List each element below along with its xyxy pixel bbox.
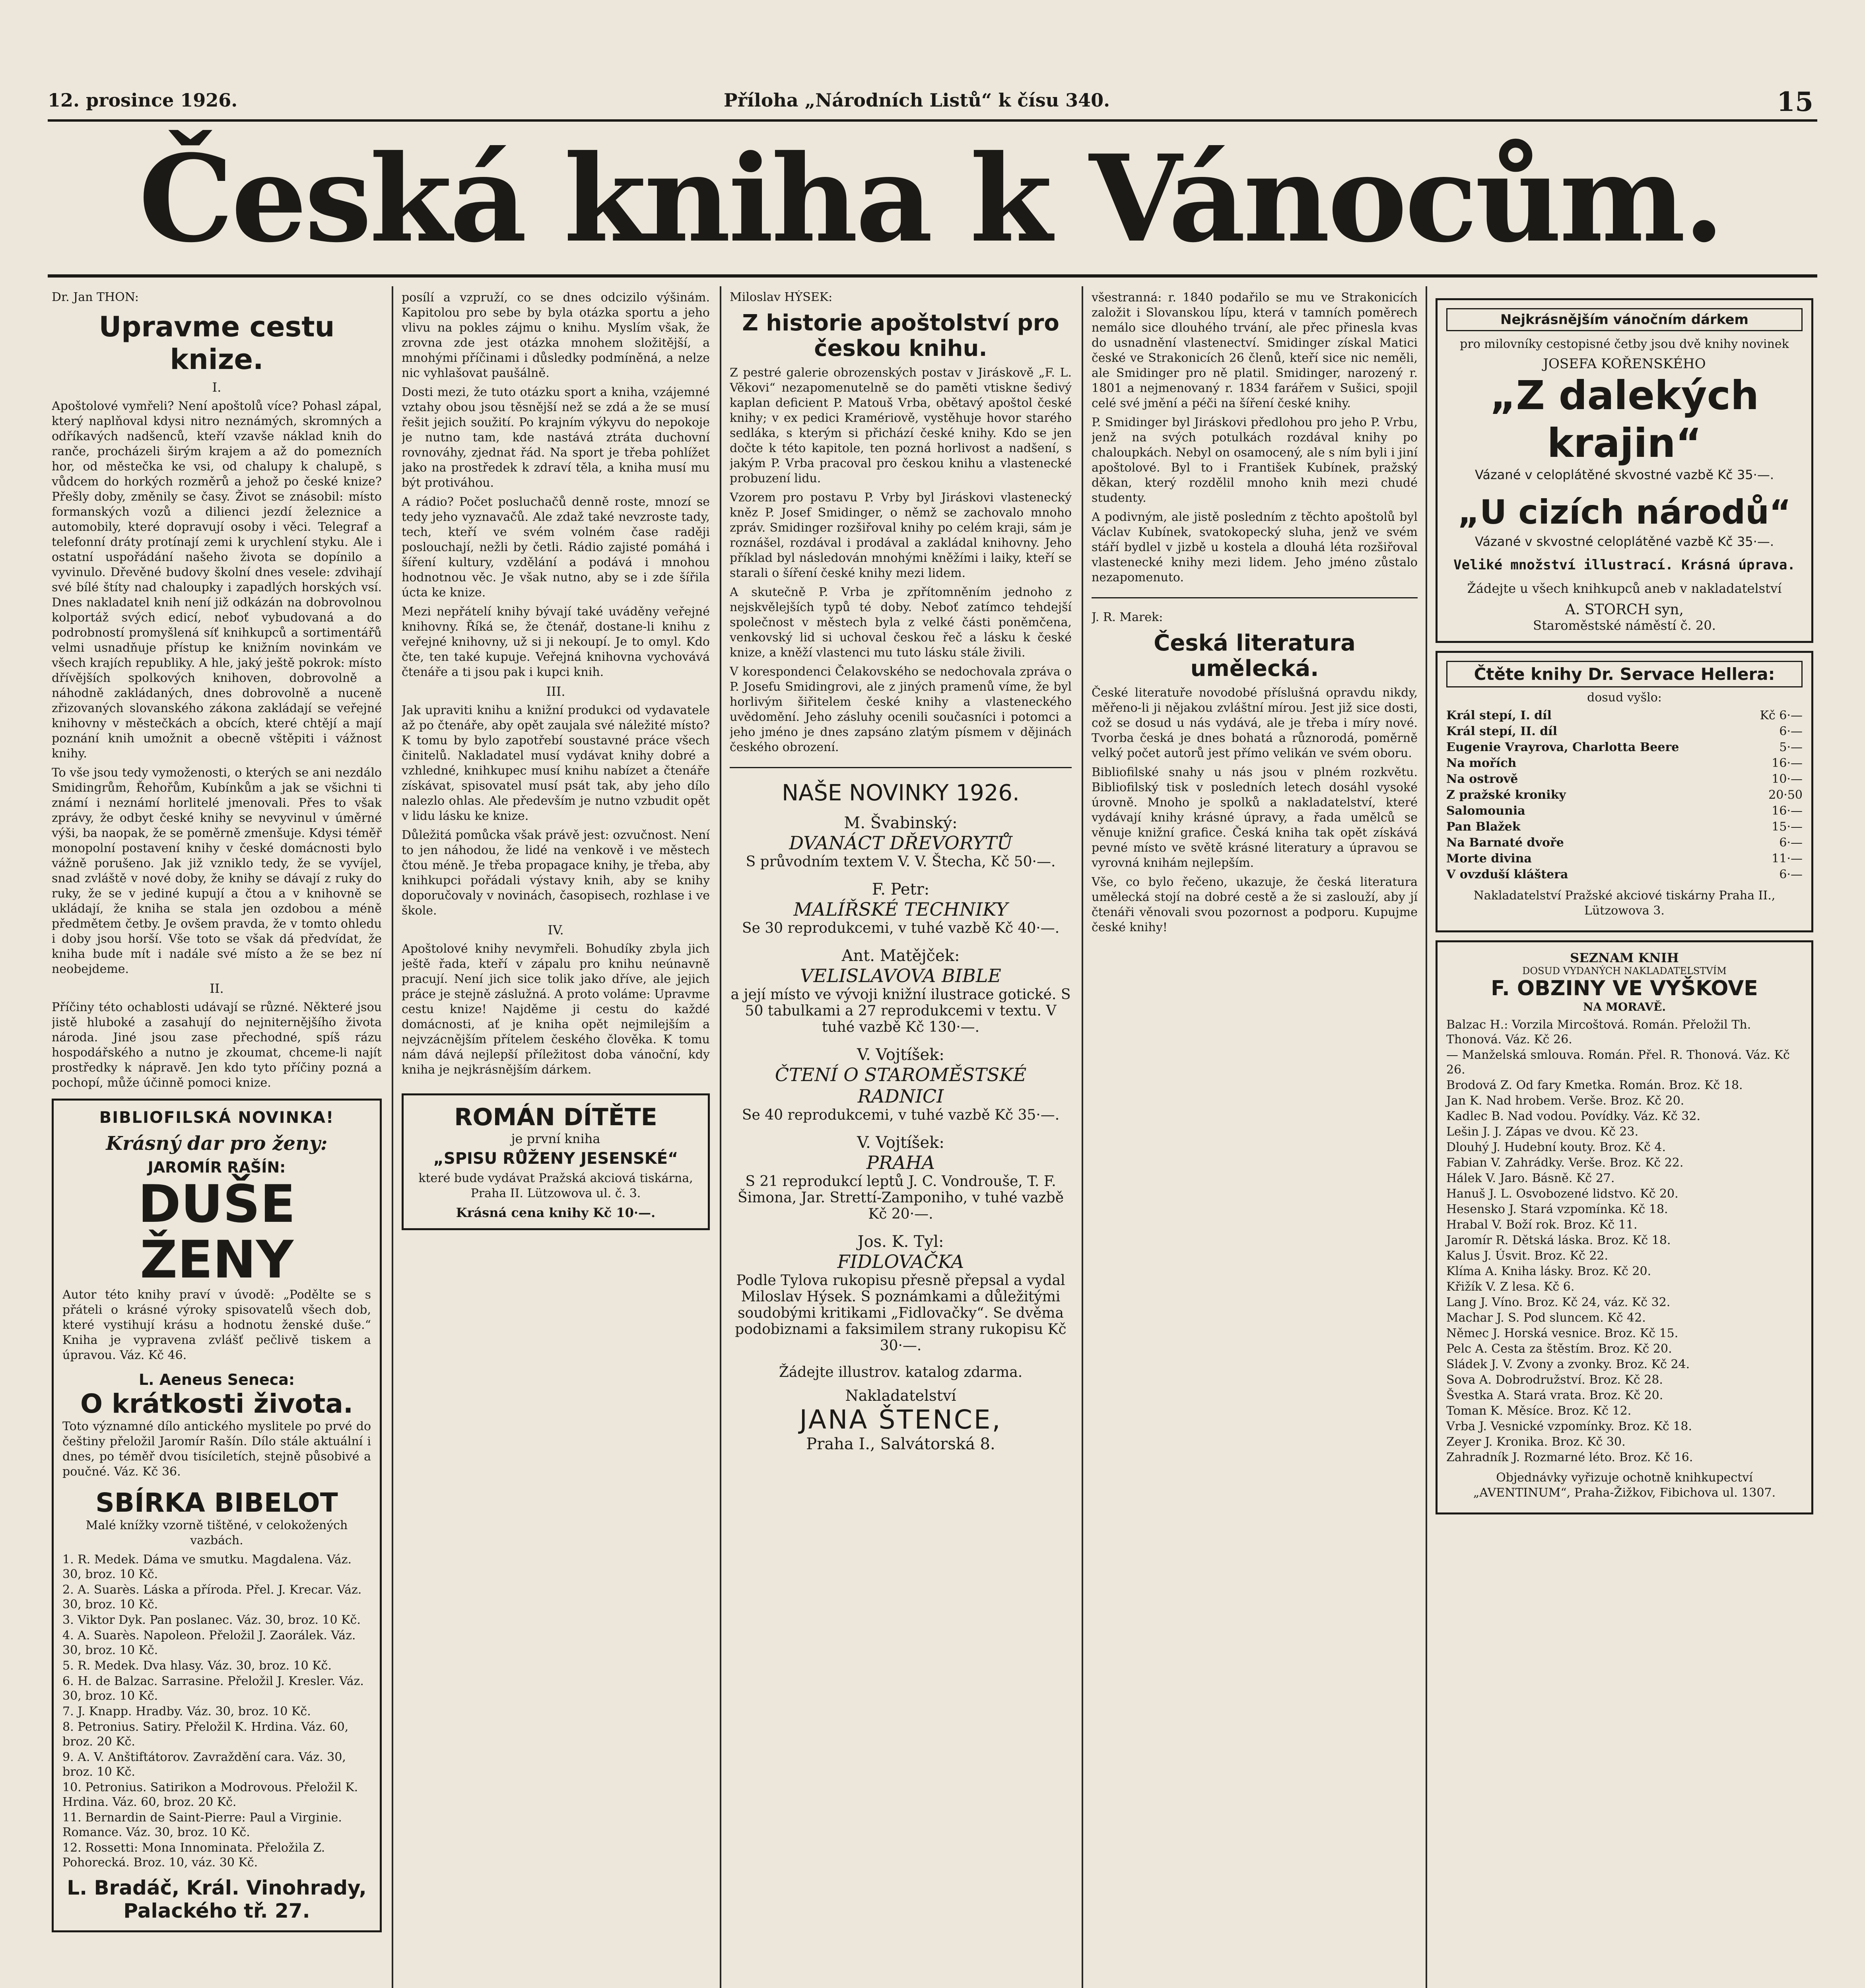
column-5: [1436, 290, 1813, 1988]
book-name: Morte divina: [1446, 852, 1532, 866]
column-divider: [1082, 286, 1083, 1988]
list-item: Jaromír R. Dětská láska. Broz. Kč 18.: [1446, 1233, 1671, 1247]
article-paragraph: Důležitá pomůcka však právě jest: ozvučnost. Není to jen náhodou, že lidé na venkově i ve městech čtou méně. Je třeba propagace knihy, je třeba, aby knihkupci pořádali výstavy knih, aby se knihy doporučovaly v novinách, časopisech, rozhlase i ve škole.: [402, 828, 710, 918]
book-name: Na mořích: [1446, 756, 1517, 770]
ad-book-title: ROMÁN DÍTĚTE: [454, 1103, 657, 1131]
price-row: [1446, 819, 1803, 835]
list-item: 7. J. Knapp. Hradby. Váz. 30, broz. 10 Kč.: [62, 1705, 311, 1718]
article-paragraph: P. Smidinger byl Jiráskovi předlohou pro jeho P. Vrbu, jenž na svých potulkách rozdával knihy po chaloupkách. Nebyl on osamocený, ale s ním byli i jiní apoštolové. Byl to i František Kubínek, pražský děkan, který rozdělil mnoho knih mezi chudé studenty.: [1092, 415, 1418, 505]
list-item: 12. Rossetti: Mona Innominata. Přeložila Z. Pohorecká. Broz. 10, váz. 30 Kč.: [62, 1841, 325, 1870]
article-title: Z historie apoštolství pro českou knihu.: [742, 310, 1059, 361]
publisher-address: Praha I., Salvátorská 8.: [806, 1435, 995, 1453]
column-1: [52, 290, 382, 1988]
book-entry: [730, 947, 1072, 1035]
price-row: [1446, 724, 1803, 740]
masthead-rule: [48, 274, 1817, 278]
article-byline: Dr. Jan THON:: [52, 290, 139, 304]
book-name: V ovzduší kláštera: [1446, 868, 1568, 881]
ad-book-title: DUŠE ŽENY: [138, 1174, 295, 1290]
book-description: Podle Tylova rukopisu přesně přepsal a vydal Miloslav Hýsek. S poznámkami a důležitými soudobými kritikami „Fidlovačky“. Se dvěma podobiznami a faksimilem strany rukopisu Kč 30·—.: [735, 1272, 1067, 1354]
ad-heading: NAŠE NOVINKY 1926.: [782, 780, 1020, 806]
list-item: Lang J. Víno. Broz. Kč 24, váz. Kč 32.: [1446, 1295, 1671, 1309]
list-item: Zeyer J. Kronika. Broz. Kč 30.: [1446, 1435, 1626, 1449]
ad-price: Vázané v skvostné celoplátěné vazbě Kč 35·—.: [1475, 534, 1774, 549]
price-row: [1446, 771, 1803, 787]
article-paragraph: Apoštolové knihy nevymřeli. Bohudíky zbyla jich ještě řada, kteří v zápalu pro knihu neúnavně pracují. Není jich sice tolik jako dříve, ale jejich práce je stejně záslužná. A proto voláme: Upravme cestu knize! Najděme ji cestu do každé domácnosti, ať je kniha opět nejmilejším a nejvzácnějším přítelem českého člověka. K tomu nám dává nejlepší příležitost doba vánoční, kdy kniha je nejkrásnějším dárkem.: [402, 942, 710, 1077]
publisher-label: Nakladatelství: [845, 1387, 956, 1404]
list-item: Křižík V. Z lesa. Kč 6.: [1446, 1280, 1575, 1294]
list-item: Fabian V. Zahrádky. Verše. Broz. Kč 22.: [1446, 1156, 1684, 1170]
section-divider: [1092, 597, 1418, 598]
ad-heading: SEZNAM KNIH: [1570, 950, 1679, 965]
list-item: Němec J. Horská vesnice. Broz. Kč 15.: [1446, 1326, 1678, 1340]
list-item: Vrba J. Vesnické vzpomínky. Broz. Kč 18.: [1446, 1419, 1692, 1433]
column-divider: [392, 286, 393, 1988]
column-divider: [720, 286, 721, 1988]
book-price: 15·—: [1772, 820, 1803, 834]
book-price: 5·—: [1779, 740, 1803, 754]
list-item: Pelc A. Cesta za štěstím. Broz. Kč 20.: [1446, 1342, 1672, 1356]
list-item: Hanuš J. L. Osvobozené lidstvo. Kč 20.: [1446, 1187, 1678, 1201]
book-description: S průvodním textem V. V. Štecha, Kč 50·—.: [746, 854, 1056, 870]
heller-ad: [1436, 651, 1813, 932]
article-paragraph: Příčiny této ochablosti udávají se různé. Některé jsou jistě hluboké a zasahují do nejniternějšího života národa. Jiné jsou zase přechodné, spíš rázu hospodářského a nutno je zkoumat, chceme-li najít prostředky k nápravě. Jen kdo tyto příčiny pozná a pochopí, může účinně pomoci knize.: [52, 1000, 382, 1090]
ad-subtitle: je první kniha: [511, 1131, 600, 1146]
article-paragraph: všestranná: r. 1840 podařilo se mu ve Strakonicích založit i Slovanskou lípu, která v tamních poměrech nemálo sice dlouhého trvání, ale přec přinesla kvas do usnadnění vlastenectví. Smidinger získal Matici české ve Strakonicích 26 členů, kteří sice nic neměli, ale Smidinger pro ně platil. Smidinger, narozený r. 1801 a nejmenovaný r. 1834 farářem v Sušici, spojil celé své jmění a péči na šíření české knihy.: [1092, 291, 1418, 410]
publisher-name: F. OBZINY VE VYŠKOVE: [1491, 977, 1758, 1000]
book-price: 11·—: [1772, 852, 1803, 866]
article-paragraph: Z pestré galerie obrozenských postav v Jiráskově „F. L. Věkovi“ nezapomenutelně se do paměti vtiskne šedivý kaplan deficient P. Matouš Vrba, obětavý apoštol české knihy; v ex pedici Kramériově, vystěhuje hovor starého sedláka, s kterým si přichází české knihy. Kdo se jen dočte k této kapitole, ten pozná horlivost a nadšení, s jakým P. Vrba pracoval pro českou knihu a vlastenecké probuzení lidu.: [730, 366, 1072, 485]
ad-tagline: Krásný dar pro ženy:: [106, 1132, 328, 1155]
book-list: [1446, 1017, 1803, 1465]
supplement-label: Příloha „Národních Listů“ k čísu 340.: [724, 89, 1110, 111]
book-name: Z pražské kroniky: [1446, 788, 1566, 802]
book-description: S 21 reprodukcí leptů J. C. Vondrouše, T. F. Šimona, Jar. Strettí-Zamponiho, v tuhé vazbě Kč 20·—.: [737, 1173, 1064, 1222]
book-description: Se 30 reprodukcemi, v tuhé vazbě Kč 40·—.: [742, 920, 1060, 936]
list-item: Sládek J. V. Zvony a zvonky. Broz. Kč 24.: [1446, 1357, 1690, 1371]
ad-heading: Čtěte knihy Dr. Servace Hellera:: [1446, 661, 1803, 687]
article-title: Česká literatura umělecká.: [1154, 630, 1356, 681]
list-item: Brodová Z. Od fary Kmetka. Román. Broz. Kč 18.: [1446, 1078, 1743, 1092]
book-description: Se 40 reprodukcemi, v tuhé vazbě Kč 35·—.: [742, 1107, 1060, 1123]
article-paragraph: Mezi nepřátelí knihy bývají také uváděny veřejné knihovny. Říká se, že čtenář, dostane-li knihu z veřejné knihovny, už si ji nekoupí. Je to omyl. Kdo čte, ten také kupuje. Veřejná knihovna vychovává čtenáře a ti jsou pak i kupci knih.: [402, 605, 710, 679]
list-item: 8. Petronius. Satiry. Přeložil K. Hrdina. Váz. 60, broz. 20 Kč.: [62, 1720, 349, 1749]
book-author: F. Petr:: [872, 880, 930, 899]
roman-ditete-ad: [402, 1093, 710, 1230]
ad-subtitle: dosud vyšlo:: [1587, 691, 1662, 705]
article-byline: J. R. Marek:: [1092, 610, 1163, 624]
list-item: Hesensko J. Stará vzpomínka. Kč 18.: [1446, 1202, 1668, 1216]
book-title: MALÍŘSKÉ TECHNIKY: [793, 899, 1008, 920]
book-author: Jos. K. Tyl:: [857, 1233, 944, 1251]
list-item: Lešin J. J. Zápas ve dvou. Kč 23.: [1446, 1125, 1639, 1139]
book-name: Pan Blažek: [1446, 820, 1521, 834]
section-number: IV.: [548, 922, 564, 938]
ad-note: Veliké množství illustrací. Krásná úprava.: [1453, 557, 1795, 573]
header-rule: [48, 119, 1817, 122]
book-name: Eugenie Vrayrova, Charlotta Beere: [1446, 740, 1679, 754]
ad-subtitle: DOSUD VYDANÝCH NAKLADATELSTVÍM: [1522, 965, 1727, 977]
book-entry: [730, 1233, 1072, 1354]
ad-heading: Nejkrásnějším vánočním dárkem: [1446, 308, 1803, 331]
page-number: 15: [1777, 86, 1813, 117]
book-author: M. Švabinský:: [844, 814, 958, 832]
ad-book-title: „U cizích národů“: [1457, 493, 1791, 532]
ad-author: L. Aeneus Seneca:: [138, 1371, 295, 1388]
list-item: 6. H. de Balzac. Sarrasine. Přeložil J. Kresler. Váz. 30, broz. 10 Kč.: [62, 1674, 364, 1703]
ad-price: Vázané v celoplátěné skvostné vazbě Kč 35·—.: [1475, 467, 1774, 482]
bibliophile-ad: [52, 1099, 382, 1932]
book-name: Na Barnaté dvoře: [1446, 836, 1564, 850]
ad-series-title: SBÍRKA BIBELOT: [95, 1487, 338, 1518]
list-item: Hálek V. Jaro. Básně. Kč 27.: [1446, 1171, 1615, 1185]
price-row: [1446, 835, 1803, 851]
book-title: ČTENÍ O STAROMĚSTSKÉ RADNICI: [775, 1064, 1027, 1107]
list-item: 3. Viktor Dyk. Pan poslanec. Váz. 30, broz. 10 Kč.: [62, 1613, 361, 1627]
book-name: Salomounia: [1446, 804, 1525, 818]
list-item: Machar J. S. Pod sluncem. Kč 42.: [1446, 1311, 1646, 1325]
article-paragraph: Bibliofilské snahy u nás jsou v plném rozkvětu. Bibliofilský tisk v posledních letech dosáhl vysoké úrovně. Mnoho je spolků a nakladatelství, které vydávají knihy krásné úpravy, a řada umělců se věnuje knižní grafice. Česká kniha tak opět získává pevné místo ve světě krásné literatury a úpravou se vyrovná knihám nejlepším.: [1092, 765, 1418, 870]
page-header: [48, 86, 1813, 117]
list-item: 10. Petronius. Satirikon a Modrovous. Přeložil K. Hrdina. Váz. 60, broz. 20 Kč.: [62, 1780, 358, 1809]
ad-book-title: O krátkosti života.: [80, 1388, 354, 1419]
book-name: Král stepí, I. díl: [1446, 709, 1552, 722]
book-entry: [730, 1046, 1072, 1123]
price-row: [1446, 851, 1803, 867]
article-paragraph: A rádio? Počet posluchačů denně roste, mnozí se tedy jeho vyznavačů. Ale zdaž také nevzroste tady, tech, kteří ve svém volném čase raději poslouchají, nežli by četli. Rádio zajisté pomáhá i šíření kultury, vzdělání a podává i mnohou hodnotnou věc. Je však nutno, aby se i zde šířila úcta ke knize.: [402, 495, 710, 600]
list-item: 5. R. Medek. Dva hlasy. Váz. 30, broz. 10 Kč.: [62, 1659, 332, 1673]
list-item: 1. R. Medek. Dáma ve smutku. Magdalena. Váz. 30, broz. 10 Kč.: [62, 1553, 352, 1581]
article-paragraph: Jak upraviti knihu a knižní produkci od vydavatele až po čtenáře, aby opět zaujala své náležité místo? K tomu by bylo zapotřebí soustavné práce všech činitelů. Nakladatel musí vydávat knihy dobré a vzhledné, knihkupec musí knihu nabízet a čtenáře získávat, spisovatel musí psát tak, aby jeho dílo nalezlo ohlas. Ale především je nutno vzbudit opět v lidu lásku ke knize.: [402, 703, 710, 823]
ad-footer: Objednávky vyřizuje ochotně knihkupectví „AVENTINUM“, Praha-Žižkov, Fibichova ul. 1307.: [1473, 1471, 1776, 1500]
issue-date: 12. prosince 1926.: [48, 89, 238, 111]
ad-footer: Nakladatelství Pražské akciové tiskárny Praha II., Lützowova 3.: [1473, 889, 1776, 918]
price-row: [1446, 787, 1803, 803]
price-list: [1446, 708, 1803, 883]
publisher-novinky-ad: [730, 780, 1072, 1453]
price-row: [1446, 755, 1803, 771]
publisher-name: JANA ŠTENCE,: [799, 1404, 1002, 1435]
article-paragraph: V korespondenci Čelakovského se nedochovala zpráva o P. Josefu Smidingrovi, ale z jiných pramenů víme, že byl horlivým šiřitelem české knihy a vlasteneckého uvědomění. Jeho zásluhy ocenili současníci i potomci a jeho jméno je dnes zapsáno zlatým písmem v dějinách českého obrození.: [730, 665, 1072, 754]
article-paragraph: Dosti mezi, že tuto otázku sport a kniha, vzájemné vztahy obou jsou těsnější než se zdá a že se musí řešit jejich soužití. Po krajním výkyvu do nepokoje je nutno tam, kde nastává ztráta duchovní rovnováhy, zjednat řád. Na sport je třeba pohlížet jako na prostředek k zdraví těla, a kniha musí mu být protiváhou.: [402, 385, 710, 490]
price-row: [1446, 740, 1803, 755]
book-price: 6·—: [1779, 836, 1803, 850]
book-name: Král stepí, II. díl: [1446, 724, 1557, 738]
book-price: 10·—: [1772, 772, 1803, 786]
list-item: Hrabal V. Boží rok. Broz. Kč 11.: [1446, 1218, 1638, 1232]
list-item: Švestka A. Stará vrata. Broz. Kč 20.: [1446, 1388, 1663, 1402]
section-divider: [730, 767, 1072, 768]
article-paragraph: Apoštolové vymřeli? Není apoštolů více? Pohasl zápal, který naplňoval kdysi nitro neznámých, skromných a odříkavých nadšenců, kteří vzavše náklad knih do ranče, procházeli širým krajem a až do pomezních hor, od městečka ke vsi, od chalupy k chalupě, s vůdcem do horkých rozměrů a jehož po české knize? Přešly doby, změnily se časy. Život se znásobil: místo formanských vozů a dilienci jezdí železnice a automobily, které dopravují osoby i věci. Telegraf a telefonní dráty protínají zemi k urychlení styku. Ale i ostatní uspořádání našeho života se dopínilo a vyvinulo. Dřevěné budovy školní dnes vesele: zdvihají své bílé štíty nad chaloupky i zapadlých horských vsí. Dnes nakladatel knih není již odkázán na dobrovolnou kolportáž svých edicí, neboť vybudovaná a do podrobností promyšlená síť knihkupců a sortimentářů velmi usnadňuje přístup ke knižním novinkám ve všech krajích republiky. A hle, jaký ještě pokrok: místo dřívějších spolkových knihoven, dobrovolně a náhodně zakládaných, dnes dobrovolně a nuceně zřizovaných slovanského zákona zakládají se veřejné knihovny v městečkách a obcích, které chtějí a mají poznání knih umožnit a obecně vštěpiti i vážnost knihy.: [52, 399, 382, 761]
article-paragraph: Vzorem pro postavu P. Vrby byl Jiráskovi vlastenecký kněz P. Josef Smidinger, o němž se zachovalo mnoho zpráv. Smidinger rozšiřoval knihy po celém kraji, sám je roznášel, rozdával i prodával a zakládal knihovny. Jeho příklad byl následován mnohými kněžími i laiky, kteří se starali o šíření české knihy mezi lidem.: [730, 491, 1072, 580]
list-item: — Manželská smlouva. Román. Přel. R. Thonová. Váz. Kč 26.: [1446, 1048, 1790, 1077]
list-item: Dlouhý J. Hudební kouty. Broz. Kč 4.: [1446, 1140, 1666, 1154]
list-item: Toman K. Měsíce. Broz. Kč 12.: [1446, 1404, 1632, 1418]
masthead-title: Česká kniha k Vánocům.: [138, 128, 1723, 269]
ad-text: pro milovníky cestopisné četby jsou dvě knihy novinek: [1460, 337, 1789, 351]
list-item: Balzac H.: Vorzila Mircoštová. Román. Přeložil Th. Thonová. Váz. Kč 26.: [1446, 1018, 1751, 1046]
ad-book-title: „Z dalekých krajin“: [1490, 372, 1759, 466]
ad-footer: Žádejte illustrov. katalog zdarma.: [779, 1364, 1023, 1380]
book-price: 6·—: [1779, 868, 1803, 881]
book-title: DVANÁCT DŘEVORYTŮ: [789, 832, 1012, 854]
publisher-address: Staroměstské náměstí č. 20.: [1533, 618, 1716, 633]
ad-series-sub: Malé knížky vzorně tištěné, v celokožených vazbách.: [85, 1518, 348, 1547]
column-divider: [1426, 286, 1427, 1988]
book-title: PRAHA: [866, 1152, 935, 1173]
section-number: II.: [210, 981, 224, 996]
book-price: 6·—: [1779, 724, 1803, 738]
list-item: 4. A. Suarès. Napoleon. Přeložil J. Zaorálek. Váz. 30, broz. 10 Kč.: [62, 1629, 356, 1657]
column-4: [1092, 290, 1418, 1988]
article-title: Upravme cestu knize.: [99, 311, 335, 376]
book-price: Kč 6·—: [1760, 709, 1803, 722]
ad-description: Toto významné dílo antického myslitele po prvé do češtiny přeložil Jaromír Rašín. Dílo stále aktuální i dnes, po téměř dvou tisíciletích, stejně působivé a poučné. Váz. Kč 36.: [62, 1419, 371, 1479]
book-author: Ant. Matějček:: [841, 947, 960, 965]
book-entry: [730, 880, 1072, 936]
section-number: III.: [546, 684, 565, 699]
book-price: 20·50: [1768, 788, 1803, 802]
ad-series: „SPISU RŮŽENY JESENSKÉ“: [433, 1149, 678, 1168]
column-3: [730, 290, 1072, 1988]
book-title: VELISLAVOVA BIBLE: [800, 965, 1001, 986]
ad-description: Autor této knihy praví v úvodě: „Podělte se s přáteli o krásné výroky spisovatelů všech dob, které vystihují krásu a hodnotu ženské duše.“ Kniha je vypravena zvlášť pečlivě tiskem a úpravou. Váz. Kč 46.: [62, 1288, 371, 1362]
ad-price: Krásná cena knihy Kč 10·—.: [456, 1205, 656, 1220]
ad-seller: L. Bradáč, Král. Vinohrady, Palackého tř. 27.: [67, 1876, 367, 1922]
book-author: V. Vojtíšek:: [857, 1134, 944, 1152]
list-item: Kalus J. Úsvit. Broz. Kč 22.: [1446, 1249, 1609, 1263]
book-description: a její místo ve vývoji knižní ilustrace gotické. S 50 tabulkami a 27 reprodukcemi v textu. V tuhé vazbě Kč 130·—.: [730, 986, 1071, 1035]
list-item: Kadlec B. Nad vodou. Povídky. Váz. Kč 32.: [1446, 1109, 1700, 1123]
publisher-region: NA MORAVĚ.: [1583, 1000, 1666, 1013]
list-item: Zahradník J. Rozmarné léto. Broz. Kč 16.: [1446, 1450, 1693, 1464]
korensky-ad: [1436, 298, 1813, 643]
list-item: Sova A. Dobrodružství. Broz. Kč 28.: [1446, 1373, 1663, 1387]
article-paragraph: České literatuře novodobé příslušná opravdu nikdy, měřeno-li ji nějakou zvláštní mírou. Jest již sice dosti, což se dosud u nás vydává, ale je třeba i míry nové. Tvorba česká je dnes bohatá a různorodá, poměrně velký počet autorů jest přímo velikán ve svém oboru.: [1092, 686, 1418, 760]
price-row: [1446, 708, 1803, 724]
list-item: 11. Bernardin de Saint-Pierre: Paul a Virginie. Romance. Váz. 30, broz. 10 Kč.: [62, 1811, 342, 1839]
book-entry: [730, 1134, 1072, 1222]
article-paragraph: To vše jsou tedy vymoženosti, o kterých se ani nezdálo Smidingrům, Řehořům, Kubínkům a jak se všichni ti známí i neznámí horlitelé jmenovali. Přes to však zprávy, že odbyt české knihy se nevyvinul v úměrné výši, ba naopak, že se poměrně zmenšuje. Kdysi téměř monopolní postavení knihy v české domácnosti bylo vážně porušeno. Jak již vzniklo tedy, že se vyvíjel, snad zvláště v nové doby, že knihy se dávají z ruky do ruky, že se v jediné kupují a čtou a v knihovně se ukládají, že kniha se stala jen ozdobou a méně předmětem četby. Je ovšem pravda, že v tomto ohledu i doby jsou horší. Vše toto se však dá předvídat, že kniha bude mít i nadále své místo a že se bez ní neobejdeme.: [52, 766, 382, 976]
series-list: [62, 1552, 371, 1870]
list-item: 2. A. Suarès. Láska a příroda. Přel. J. Krecar. Váz. 30, broz. 10 Kč.: [62, 1583, 362, 1611]
book-author: V. Vojtíšek:: [857, 1046, 944, 1064]
publisher-name: A. STORCH syn,: [1565, 602, 1684, 618]
article-paragraph: Vše, co bylo řečeno, ukazuje, že česká literatura umělecká stojí na dobré cestě a že si zaslouží, aby jí čtenáři věnovali svou pozornost a podporu. Kupujme české knihy!: [1092, 875, 1418, 934]
list-item: Jan K. Nad hrobem. Verše. Broz. Kč 20.: [1446, 1094, 1684, 1108]
section-number: I.: [212, 380, 221, 395]
book-price: 16·—: [1772, 804, 1803, 818]
article-paragraph: posílí a vzpruží, co se dnes odcizilo výšinám. Kapitolou pro sebe by byla otázka sportu a jeho vlivu na pokles zájmu o knihu. Myslím však, že zrovna zde jest otázka mnohem složitější, a mnohými příčinami i důsledky podmíněná, a nelze nic vyhlašovat paušálně.: [402, 291, 710, 380]
list-item: Klíma A. Kniha lásky. Broz. Kč 20.: [1446, 1264, 1651, 1278]
price-row: [1446, 803, 1803, 819]
column-2: [402, 290, 710, 1988]
list-item: 9. A. V. Anštiftátorov. Zavraždění cara. Váz. 30, broz. 10 Kč.: [62, 1750, 346, 1779]
ad-description: které bude vydávat Pražská akciová tiskárna, Praha II. Lützowova ul. č. 3.: [418, 1171, 693, 1200]
book-price: 16·—: [1772, 756, 1803, 770]
article-paragraph: A skutečně P. Vrba je zpřítomněním jednoho z nejskvělejších typů té doby. Neboť zatímco tehdejší společnost v městech byla z velké části poněmčena, venkovský lid si uchoval českou řeč a lásku k české knize, a kněží vlastenci mu tuto lásku stále živili.: [730, 585, 1072, 660]
ad-cta: Žádejte u všech knihkupců aneb v nakladatelství: [1467, 581, 1782, 596]
book-entry: [730, 814, 1072, 870]
price-row: [1446, 867, 1803, 883]
ad-author: JOSEFA KOŘENSKÉHO: [1543, 356, 1706, 372]
obzina-ad: [1436, 940, 1813, 1514]
ad-header: BIBLIOFILSKÁ NOVINKA!: [99, 1109, 334, 1127]
article-byline: Miloslav HÝSEK:: [730, 290, 833, 304]
article-paragraph: A podivným, ale jistě posledním z těchto apoštolů byl Václav Kubínek, svatokopecký sluha, jenž ve svém stáří bydlel v jizbě u kostela a dlouhá léta rozšiřoval vlastenecké knihy mezi lidem. Jeho jméno zůstalo nezapomenuto.: [1092, 510, 1418, 584]
book-title: FIDLOVAČKA: [837, 1251, 964, 1272]
book-name: Na ostrově: [1446, 772, 1518, 786]
ad-author: JAROMÍR RAŠÍN:: [148, 1159, 286, 1176]
